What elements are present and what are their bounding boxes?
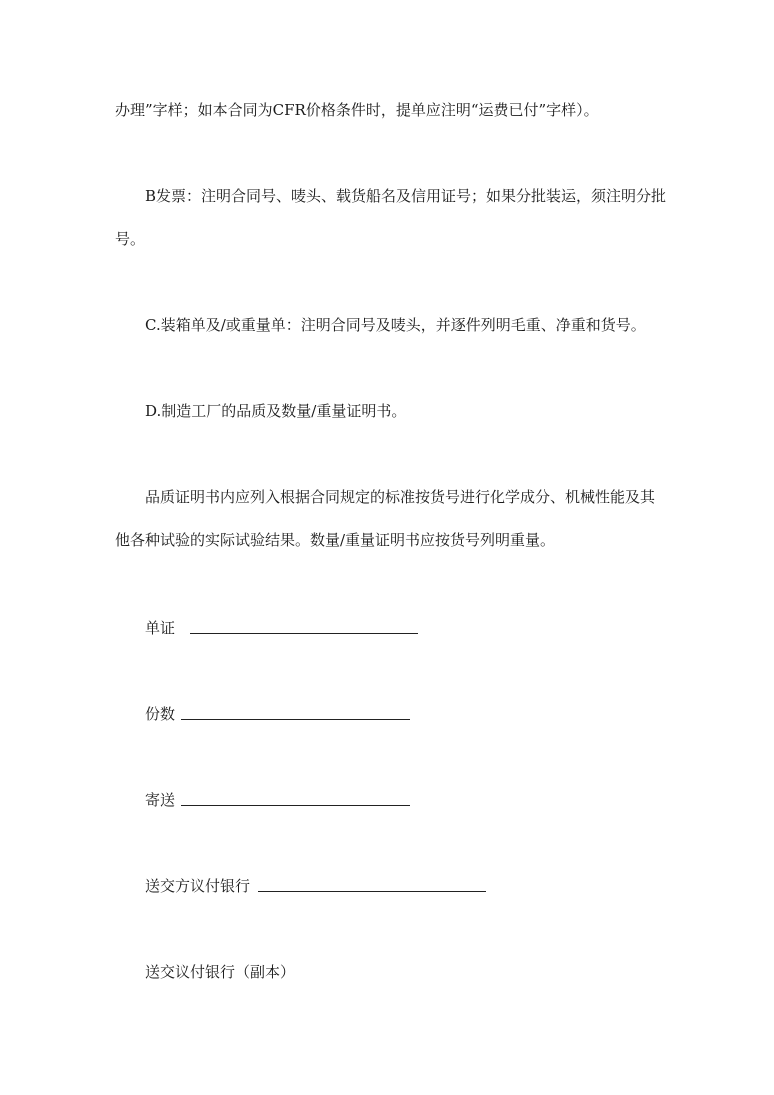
paragraph-line: C.装箱单及/或重量单：注明合同号及唛头，并逐件列明毛重、净重和货号。	[145, 316, 646, 334]
paragraph-line: 他各种试验的实际试验结果。数量/重量证明书应按货号列明重量。	[115, 531, 556, 549]
fenshu-label: 份数	[145, 705, 176, 723]
songjiao-bank-blank-line[interactable]	[258, 891, 486, 892]
jisong-blank-line[interactable]	[181, 805, 410, 806]
paragraph-line: 号。	[115, 230, 146, 248]
paragraph-line: B发票：注明合同号、唛头、载货船名及信用证号；如果分批装运，须注明分批	[145, 187, 667, 205]
danzheng-blank-line[interactable]	[190, 633, 418, 634]
paragraph-line: D.制造工厂的品质及数量/重量证明书。	[145, 402, 407, 420]
paragraph-line: 办理”字样；如本合同为CFR价格条件时，提单应注明“运费已付”字样）。	[115, 101, 599, 119]
paragraph-line: 品质证明书内应列入根据合同规定的标准按货号进行化学成分、机械性能及其	[145, 488, 656, 506]
danzheng-label: 单证	[145, 619, 176, 637]
jisong-label: 寄送	[145, 791, 176, 809]
songjiao-copy-label: 送交议付银行（副本）	[145, 963, 296, 981]
songjiao-bank-label: 送交方议付银行	[145, 877, 251, 895]
fenshu-blank-line[interactable]	[181, 719, 410, 720]
